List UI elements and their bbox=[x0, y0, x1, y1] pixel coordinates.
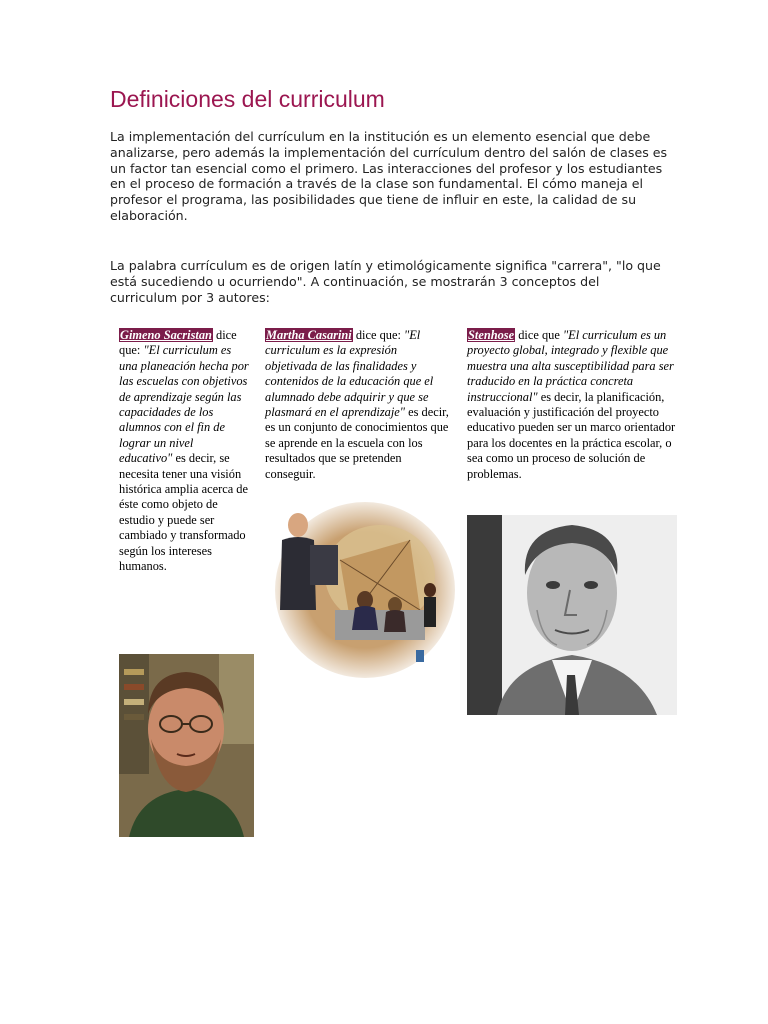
sacristan-portrait-photo bbox=[119, 654, 254, 837]
author-intro: dice que: bbox=[119, 328, 237, 358]
author-column-casarini bbox=[265, 328, 450, 482]
author-name-casarini: Martha Casarini bbox=[266, 328, 352, 342]
author-quote: "El curriculum es un proyecto global, integrado y flexible que muestra una alta susceptibilidad para ser traducido en la práctica concreta instruccional" bbox=[467, 328, 674, 404]
author-name-stenhose: Stenhose bbox=[468, 328, 515, 342]
intro-paragraph: La implementación del currículum en la institución es un elemento esencial que debe analizarse, pero además la implementación del currículum dentro del salón de clases es un factor tan esencial como el primero. Las interacciones del profesor y los estudiantes en el proceso de formación a través de la clase son fundamental. El cómo maneja el profesor el programa, las posibilidades que tiene de influir en este, la calidad de su elaboración. bbox=[110, 129, 668, 223]
author-quote: "El curriculum es la expresión objetivada de las finalidades y contenidos de la educación que el alumnado debe adquirir y que se plasmará en el aprendizaje" bbox=[265, 328, 434, 420]
author-intro: dice que bbox=[515, 328, 563, 342]
author-explanation: es decir, es un conjunto de conocimientos que se aprende en la escuela con los resultados que se pretenden conseguir. bbox=[265, 405, 449, 481]
page-title: Definiciones del curriculum bbox=[110, 86, 385, 112]
author-explanation: es decir, la planificación, evaluación y justificación del proyecto educativo pueden ser un marco orientador para los docentes en la práctica escolar, o sea como un proceso de solución de problemas. bbox=[467, 389, 676, 481]
stenhose-portrait-photo bbox=[467, 515, 677, 715]
author-quote: "El curriculum es una planeación hecha por las escuelas con objetivos de aprendizaje según las capacidades de los alumnos con el fin de lograr un nivel educativo" bbox=[119, 343, 249, 466]
author-intro: dice que: bbox=[352, 328, 405, 342]
etymology-paragraph: La palabra currículum es de origen latín y etimológicamente significa "carrera", "lo que está sucediendo u ocurriendo". A continuación, se mostrarán 3 conceptos del curriculum por 3 autores: bbox=[110, 258, 661, 305]
author-column-stenhose bbox=[467, 328, 687, 482]
author-explanation: es decir, se necesita tener una visión histórica amplia acerca de éste como objeto de estudio y puede ser cambiado y transformado según los intereses humanos. bbox=[119, 451, 248, 574]
author-column-sacristan bbox=[119, 328, 249, 575]
classroom-collage-photo bbox=[270, 500, 455, 680]
author-name-sacristan: Gimeno Sacristan bbox=[120, 328, 212, 342]
